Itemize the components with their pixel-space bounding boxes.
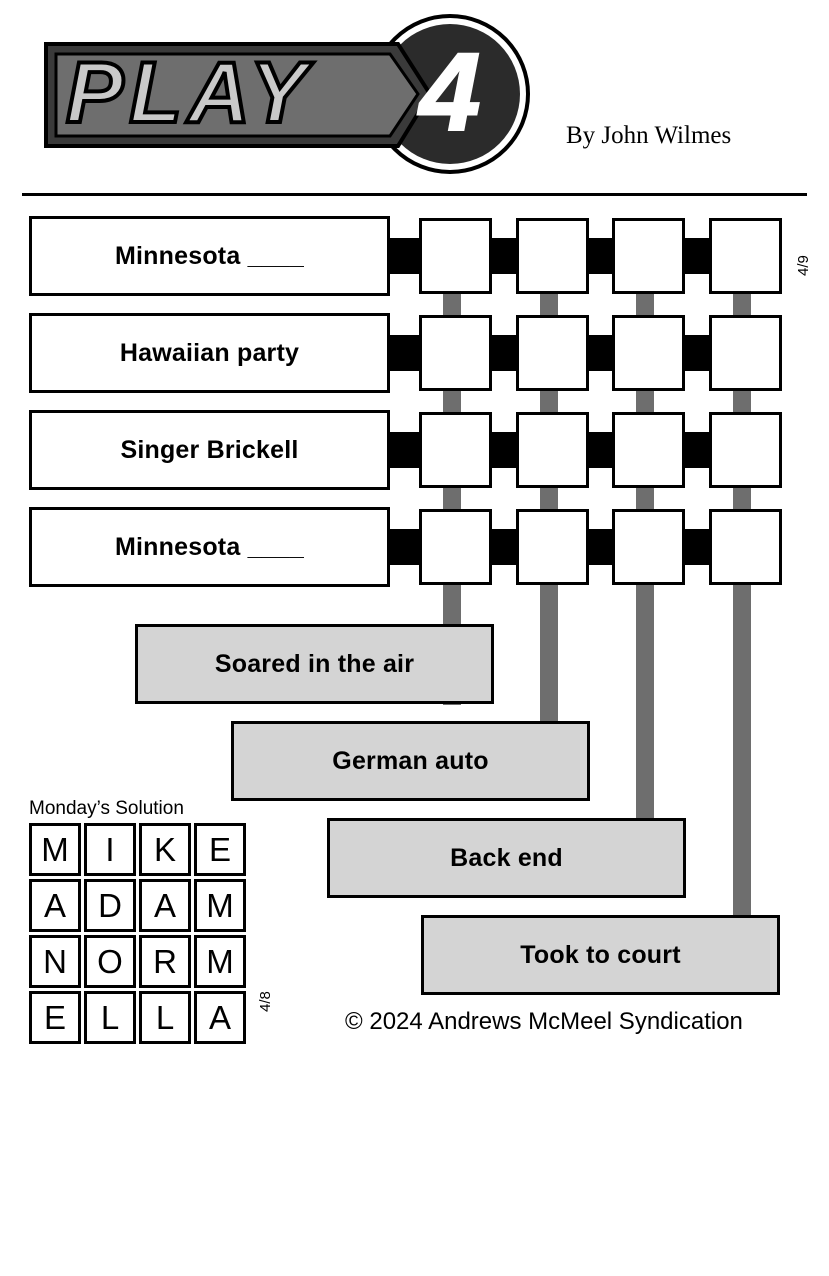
solution-cell-r4c3: L [139,991,191,1044]
letter-cell-r4c4[interactable] [709,509,782,585]
svg-text:4: 4 [419,31,481,154]
solution-cell-r1c2: I [84,823,136,876]
solution-cell-r2c3: A [139,879,191,932]
letter-cell-r3c4[interactable] [709,412,782,488]
solution-cell-r2c1: A [29,879,81,932]
solution-date-marker: 4/8 [257,991,274,1012]
letter-cell-r4c1[interactable] [419,509,492,585]
clue-bottom-3[interactable]: Back end [327,818,686,898]
letter-cell-r4c3[interactable] [612,509,685,585]
letter-cell-r3c1[interactable] [419,412,492,488]
solution-cell-r2c2: D [84,879,136,932]
letter-cell-r3c3[interactable] [612,412,685,488]
solution-cell-r3c4: M [194,935,246,988]
clue-bottom-4[interactable]: Took to court [421,915,780,995]
letter-cell-r2c3[interactable] [612,315,685,391]
solution-cell-r4c1: E [29,991,81,1044]
letter-cell-r1c2[interactable] [516,218,589,294]
clue-top-4[interactable]: Minnesota ____ [29,507,390,587]
solution-cell-r4c4: A [194,991,246,1044]
connector-col4 [733,285,751,993]
solution-label: Monday’s Solution [29,798,184,819]
solution-cell-r1c3: K [139,823,191,876]
clue-bottom-2[interactable]: German auto [231,721,590,801]
solution-cell-r2c4: M [194,879,246,932]
letter-cell-r1c1[interactable] [419,218,492,294]
svg-text:PLAY: PLAY [66,45,313,141]
clue-top-2[interactable]: Hawaiian party [29,313,390,393]
copyright-notice: © 2024 Andrews McMeel Syndication [345,1008,743,1035]
clue-top-1[interactable]: Minnesota ____ [29,216,390,296]
letter-cell-r2c2[interactable] [516,315,589,391]
letter-cell-r4c2[interactable] [516,509,589,585]
letter-cell-r1c3[interactable] [612,218,685,294]
letter-cell-r3c2[interactable] [516,412,589,488]
solution-cell-r1c1: M [29,823,81,876]
letter-cell-r2c1[interactable] [419,315,492,391]
solution-cell-r3c1: N [29,935,81,988]
solution-cell-r3c3: R [139,935,191,988]
letter-cell-r1c4[interactable] [709,218,782,294]
clue-bottom-1[interactable]: Soared in the air [135,624,494,704]
solution-cell-r4c2: L [84,991,136,1044]
solution-cell-r1c4: E [194,823,246,876]
clue-top-3[interactable]: Singer Brickell [29,410,390,490]
letter-cell-r2c4[interactable] [709,315,782,391]
puzzle-date-marker: 4/9 [795,255,812,276]
solution-cell-r3c2: O [84,935,136,988]
byline: By John Wilmes [566,122,732,149]
